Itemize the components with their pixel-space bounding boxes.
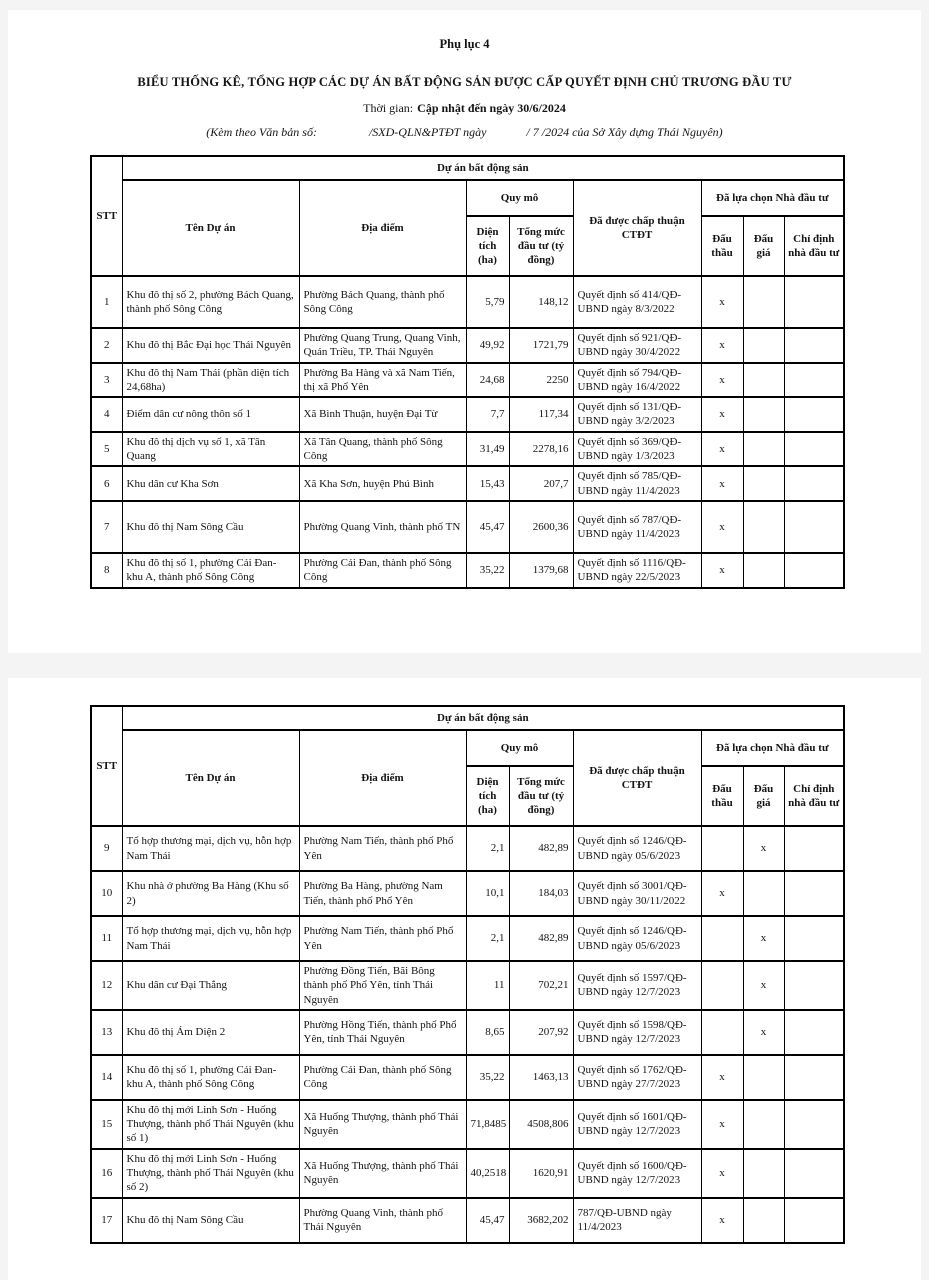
cell-bidding-mark: x	[701, 1149, 743, 1198]
cell-project-name: Khu đô thị Nam Thái (phần diện tích 24,68ha)	[122, 363, 299, 398]
document-sheet-2	[8, 678, 921, 1280]
col-header-area: Diện tích (ha)	[466, 216, 509, 276]
cell-auction-mark	[743, 553, 784, 588]
cell-designation-mark	[784, 1149, 844, 1198]
cell-approved-ctdt: Quyết định số 1598/QĐ-UBND ngày 12/7/2023	[573, 1010, 701, 1055]
cell-stt: 14	[91, 1055, 122, 1100]
cell-project-name: Khu đô thị Nam Sông Cầu	[122, 501, 299, 553]
table-row	[91, 871, 844, 916]
col-header-group: Dự án bất động sản	[122, 156, 844, 180]
col-header-auction: Đấu giá	[743, 766, 784, 826]
cell-stt: 16	[91, 1149, 122, 1198]
cell-stt: 6	[91, 466, 122, 501]
cell-investment: 702,21	[509, 961, 573, 1010]
cell-project-name: Khu đô thị mới Linh Sơn - Huống Thượng, thành phố Thái Nguyên (khu số 1)	[122, 1100, 299, 1149]
cell-stt: 2	[91, 328, 122, 363]
cell-area: 45,47	[466, 1198, 509, 1243]
col-header-project-name: Tên Dự án	[122, 730, 299, 826]
cell-designation-mark	[784, 328, 844, 363]
cell-auction-mark	[743, 328, 784, 363]
cell-investment: 184,03	[509, 871, 573, 916]
cell-location: Phường Hồng Tiến, thành phố Phổ Yên, tỉnh Thái Nguyên	[299, 1010, 466, 1055]
cell-approved-ctdt: Quyết định số 1600/QĐ-UBND ngày 12/7/2023	[573, 1149, 701, 1198]
cell-auction-mark	[743, 1100, 784, 1149]
cell-bidding-mark: x	[701, 871, 743, 916]
update-time-line	[8, 101, 921, 116]
table-row	[91, 553, 844, 588]
cell-designation-mark	[784, 276, 844, 328]
cell-location: Phường Nam Tiến, thành phố Phổ Yên	[299, 826, 466, 871]
cell-project-name: Khu đô thị số 1, phường Cải Đan- khu A, thành phố Sông Công	[122, 553, 299, 588]
cell-approved-ctdt: Quyết định số 794/QĐ-UBND ngày 16/4/2022	[573, 363, 701, 398]
cell-area: 10,1	[466, 871, 509, 916]
cell-location: Xã Kha Sơn, huyện Phú Bình	[299, 466, 466, 501]
reference-part-1: (Kèm theo Văn bản số:	[206, 125, 317, 139]
cell-auction-mark	[743, 871, 784, 916]
document-sheet-1	[8, 10, 921, 653]
cell-approved-ctdt: Quyết định số 1597/QĐ-UBND ngày 12/7/2023	[573, 961, 701, 1010]
cell-auction-mark	[743, 1198, 784, 1243]
cell-approved-ctdt: Quyết định số 1246/QĐ-UBND ngày 05/6/2023	[573, 916, 701, 961]
table-row	[91, 1055, 844, 1100]
appendix-label: Phụ lục 4	[439, 37, 490, 51]
col-header-auction: Đấu giá	[743, 216, 784, 276]
table-row	[91, 432, 844, 467]
cell-location: Phường Đồng Tiến, Bãi Bông thành phố Phổ Yên, tỉnh Thái Nguyên	[299, 961, 466, 1010]
cell-area: 24,68	[466, 363, 509, 398]
document-title: BIỂU THỐNG KÊ, TỔNG HỢP CÁC DỰ ÁN BẤT ĐỘNG SẢN ĐƯỢC CẤP QUYẾT ĐỊNH CHỦ TRƯƠNG ĐẦU TƯ	[137, 75, 792, 89]
table-row	[91, 1010, 844, 1055]
cell-area: 35,22	[466, 553, 509, 588]
projects-table-page2	[90, 705, 845, 1244]
cell-project-name: Khu nhà ở phường Ba Hàng (Khu số 2)	[122, 871, 299, 916]
cell-investment: 2600,36	[509, 501, 573, 553]
col-header-investment: Tổng mức đầu tư (tỷ đồng)	[509, 766, 573, 826]
document-header	[8, 10, 921, 140]
cell-area: 35,22	[466, 1055, 509, 1100]
cell-approved-ctdt: Quyết định số 1116/QĐ-UBND ngày 22/5/2023	[573, 553, 701, 588]
cell-project-name: Khu đô thị số 2, phường Bách Quang, thành phố Sông Công	[122, 276, 299, 328]
col-header-group: Dự án bất động sản	[122, 706, 844, 730]
col-header-designation: Chỉ định nhà đầu tư	[784, 216, 844, 276]
cell-stt: 11	[91, 916, 122, 961]
table-row	[91, 397, 844, 432]
cell-stt: 13	[91, 1010, 122, 1055]
cell-auction-mark: x	[743, 1010, 784, 1055]
cell-area: 71,8485	[466, 1100, 509, 1149]
cell-bidding-mark: x	[701, 553, 743, 588]
col-header-approved: Đã được chấp thuận CTĐT	[573, 180, 701, 276]
col-header-stt: STT	[91, 706, 122, 826]
col-header-project-name: Tên Dự án	[122, 180, 299, 276]
cell-area: 31,49	[466, 432, 509, 467]
cell-area: 5,79	[466, 276, 509, 328]
cell-investment: 482,89	[509, 826, 573, 871]
cell-designation-mark	[784, 432, 844, 467]
cell-location: Phường Quang Vinh, thành phố Thái Nguyên	[299, 1198, 466, 1243]
col-header-investor-selected: Đã lựa chọn Nhà đầu tư	[701, 180, 844, 216]
cell-stt: 8	[91, 553, 122, 588]
col-header-investor-selected: Đã lựa chọn Nhà đầu tư	[701, 730, 844, 766]
cell-approved-ctdt: Quyết định số 369/QĐ-UBND ngày 1/3/2023	[573, 432, 701, 467]
cell-project-name: Khu đô thị Nam Sông Cầu	[122, 1198, 299, 1243]
cell-project-name: Khu dân cư Kha Sơn	[122, 466, 299, 501]
cell-bidding-mark: x	[701, 466, 743, 501]
cell-location: Phường Ba Hàng và xã Nam Tiến, thị xã Phổ Yên	[299, 363, 466, 398]
cell-project-name: Khu đô thị mới Linh Sơn - Huống Thượng, thành phố Thái Nguyên (khu số 2)	[122, 1149, 299, 1198]
cell-approved-ctdt: Quyết định số 1246/QĐ-UBND ngày 05/6/2023	[573, 826, 701, 871]
cell-stt: 1	[91, 276, 122, 328]
cell-area: 15,43	[466, 466, 509, 501]
cell-location: Phường Quang Trung, Quang Vinh, Quán Triều, TP. Thái Nguyên	[299, 328, 466, 363]
cell-investment: 1620,91	[509, 1149, 573, 1198]
table-row	[91, 363, 844, 398]
cell-designation-mark	[784, 961, 844, 1010]
cell-bidding-mark: x	[701, 328, 743, 363]
cell-stt: 10	[91, 871, 122, 916]
cell-approved-ctdt: Quyết định số 131/QĐ-UBND ngày 3/2/2023	[573, 397, 701, 432]
cell-area: 49,92	[466, 328, 509, 363]
cell-designation-mark	[784, 363, 844, 398]
cell-stt: 12	[91, 961, 122, 1010]
cell-project-name: Tổ hợp thương mại, dịch vụ, hỗn hợp Nam Thái	[122, 826, 299, 871]
cell-bidding-mark: x	[701, 1100, 743, 1149]
cell-bidding-mark	[701, 961, 743, 1010]
cell-investment: 2278,16	[509, 432, 573, 467]
table-row	[91, 1149, 844, 1198]
cell-project-name: Khu đô thị dịch vụ số 1, xã Tân Quang	[122, 432, 299, 467]
col-header-stt: STT	[91, 156, 122, 276]
cell-bidding-mark: x	[701, 432, 743, 467]
cell-auction-mark	[743, 432, 784, 467]
cell-approved-ctdt: Quyết định số 1601/QĐ-UBND ngày 12/7/2023	[573, 1100, 701, 1149]
cell-area: 45,47	[466, 501, 509, 553]
cell-approved-ctdt: Quyết định số 787/QĐ-UBND ngày 11/4/2023	[573, 501, 701, 553]
cell-location: Phường Bách Quang, thành phố Sông Công	[299, 276, 466, 328]
projects-table-page1	[90, 155, 845, 589]
cell-area: 11	[466, 961, 509, 1010]
col-header-approved: Đã được chấp thuận CTĐT	[573, 730, 701, 826]
cell-investment: 148,12	[509, 276, 573, 328]
cell-location: Xã Huống Thượng, thành phố Thái Nguyên	[299, 1100, 466, 1149]
cell-designation-mark	[784, 916, 844, 961]
cell-stt: 5	[91, 432, 122, 467]
cell-auction-mark	[743, 501, 784, 553]
cell-investment: 1721,79	[509, 328, 573, 363]
cell-location: Xã Huống Thượng, thành phố Thái Nguyên	[299, 1149, 466, 1198]
col-header-area: Diện tích (ha)	[466, 766, 509, 826]
cell-approved-ctdt: 787/QĐ-UBND ngày 11/4/2023	[573, 1198, 701, 1243]
time-value: Cập nhật đến ngày 30/6/2024	[417, 101, 566, 115]
time-label: Thời gian:	[363, 101, 414, 115]
col-header-location: Địa điểm	[299, 730, 466, 826]
cell-project-name: Khu dân cư Đại Thắng	[122, 961, 299, 1010]
cell-auction-mark	[743, 466, 784, 501]
cell-area: 8,65	[466, 1010, 509, 1055]
col-header-bidding: Đấu thầu	[701, 766, 743, 826]
cell-auction-mark: x	[743, 961, 784, 1010]
cell-investment: 207,7	[509, 466, 573, 501]
cell-location: Phường Cải Đan, thành phố Sông Công	[299, 1055, 466, 1100]
cell-area: 7,7	[466, 397, 509, 432]
cell-approved-ctdt: Quyết định số 1762/QĐ-UBND ngày 27/7/2023	[573, 1055, 701, 1100]
cell-bidding-mark: x	[701, 276, 743, 328]
cell-auction-mark	[743, 276, 784, 328]
cell-bidding-mark	[701, 826, 743, 871]
cell-location: Xã Bình Thuận, huyện Đại Từ	[299, 397, 466, 432]
col-header-location: Địa điểm	[299, 180, 466, 276]
reference-part-3: / 7 /2024 của Sở Xây dựng Thái Nguyên)	[526, 125, 723, 139]
cell-approved-ctdt: Quyết định số 785/QĐ-UBND ngày 11/4/2023	[573, 466, 701, 501]
cell-bidding-mark: x	[701, 1055, 743, 1100]
cell-auction-mark	[743, 1055, 784, 1100]
col-header-scale: Quy mô	[466, 180, 573, 216]
cell-designation-mark	[784, 871, 844, 916]
cell-location: Phường Cải Đan, thành phố Sông Công	[299, 553, 466, 588]
cell-location: Phường Ba Hàng, phường Nam Tiến, thành phố Phổ Yên	[299, 871, 466, 916]
cell-bidding-mark: x	[701, 1198, 743, 1243]
cell-auction-mark	[743, 1149, 784, 1198]
cell-project-name: Điểm dân cư nông thôn số 1	[122, 397, 299, 432]
reference-line	[8, 125, 921, 140]
cell-investment: 117,34	[509, 397, 573, 432]
col-header-scale: Quy mô	[466, 730, 573, 766]
cell-project-name: Tổ hợp thương mại, dịch vụ, hỗn hợp Nam Thái	[122, 916, 299, 961]
cell-designation-mark	[784, 501, 844, 553]
cell-stt: 15	[91, 1100, 122, 1149]
cell-auction-mark: x	[743, 916, 784, 961]
cell-project-name: Khu đô thị Bắc Đại học Thái Nguyên	[122, 328, 299, 363]
col-header-bidding: Đấu thầu	[701, 216, 743, 276]
cell-designation-mark	[784, 1198, 844, 1243]
cell-designation-mark	[784, 1055, 844, 1100]
col-header-investment: Tổng mức đầu tư (tỷ đồng)	[509, 216, 573, 276]
cell-project-name: Khu đô thị số 1, phường Cải Đan- khu A, thành phố Sông Công	[122, 1055, 299, 1100]
table-row	[91, 328, 844, 363]
table-row	[91, 466, 844, 501]
cell-stt: 17	[91, 1198, 122, 1243]
cell-investment: 1463,13	[509, 1055, 573, 1100]
cell-area: 2,1	[466, 916, 509, 961]
cell-bidding-mark	[701, 1010, 743, 1055]
cell-designation-mark	[784, 466, 844, 501]
cell-stt: 7	[91, 501, 122, 553]
cell-area: 40,2518	[466, 1149, 509, 1198]
table-row	[91, 916, 844, 961]
cell-project-name: Khu đô thị Ám Diện 2	[122, 1010, 299, 1055]
cell-designation-mark	[784, 553, 844, 588]
cell-investment: 3682,202	[509, 1198, 573, 1243]
table-row	[91, 501, 844, 553]
cell-auction-mark: x	[743, 826, 784, 871]
cell-designation-mark	[784, 397, 844, 432]
cell-location: Xã Tân Quang, thành phố Sông Công	[299, 432, 466, 467]
cell-investment: 4508,806	[509, 1100, 573, 1149]
cell-designation-mark	[784, 1010, 844, 1055]
cell-auction-mark	[743, 363, 784, 398]
cell-bidding-mark: x	[701, 363, 743, 398]
cell-stt: 4	[91, 397, 122, 432]
cell-designation-mark	[784, 826, 844, 871]
col-header-designation: Chỉ định nhà đầu tư	[784, 766, 844, 826]
cell-stt: 9	[91, 826, 122, 871]
cell-investment: 2250	[509, 363, 573, 398]
cell-approved-ctdt: Quyết định số 3001/QĐ-UBND ngày 30/11/2022	[573, 871, 701, 916]
cell-area: 2,1	[466, 826, 509, 871]
cell-investment: 207,92	[509, 1010, 573, 1055]
cell-location: Phường Nam Tiến, thành phố Phổ Yên	[299, 916, 466, 961]
table-row	[91, 1100, 844, 1149]
cell-stt: 3	[91, 363, 122, 398]
cell-bidding-mark: x	[701, 397, 743, 432]
cell-approved-ctdt: Quyết định số 921/QĐ-UBND ngày 30/4/2022	[573, 328, 701, 363]
cell-location: Phường Quang Vinh, thành phố TN	[299, 501, 466, 553]
reference-part-2: /SXD-QLN&PTĐT ngày	[368, 125, 487, 139]
cell-investment: 482,89	[509, 916, 573, 961]
cell-bidding-mark: x	[701, 501, 743, 553]
table-row	[91, 276, 844, 328]
cell-investment: 1379,68	[509, 553, 573, 588]
table-row	[91, 826, 844, 871]
cell-bidding-mark	[701, 916, 743, 961]
table-row	[91, 961, 844, 1010]
cell-approved-ctdt: Quyết định số 414/QĐ-UBND ngày 8/3/2022	[573, 276, 701, 328]
cell-designation-mark	[784, 1100, 844, 1149]
table-row	[91, 1198, 844, 1243]
cell-auction-mark	[743, 397, 784, 432]
